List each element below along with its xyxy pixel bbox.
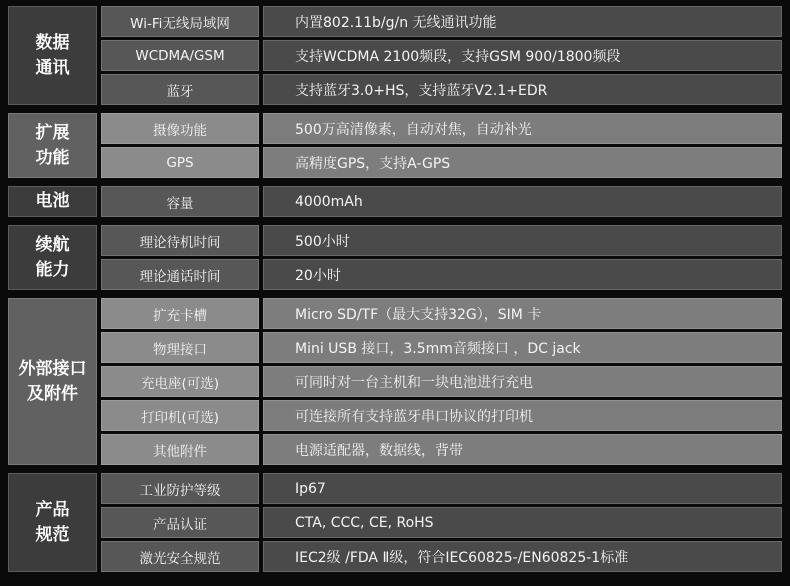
section-battery [8,186,782,217]
spec-label: 充电座(可选) [101,366,259,397]
spec-label: 理论待机时间 [101,225,259,256]
spec-value: 高精度GPS，支持A-GPS [263,147,782,178]
spec-value: CTA, CCC, CE, RoHS [263,507,782,538]
spec-value: IEC2级 /FDA Ⅱ级，符合IEC60825-/EN60825-1标准 [263,541,782,572]
spec-label: GPS [101,147,259,178]
spec-value: Ip67 [263,473,782,504]
spec-label: 激光安全规范 [101,541,259,572]
category-cell-expansion: 扩展 功能 [8,113,97,178]
section-expansion [8,113,782,178]
spec-value: 500万高清像素，自动对焦，自动补光 [263,113,782,144]
section-data-comm [8,6,782,105]
spec-value: 可连接所有支持蓝牙串口协议的打印机 [263,400,782,431]
spec-label: 摄像功能 [101,113,259,144]
category-cell-endurance: 续航 能力 [8,225,97,290]
spec-label: Wi-Fi无线局域网 [101,6,259,37]
category-cell-battery: 电池 [8,186,97,217]
spec-value: Mini USB 接口，3.5mm音频接口 ，DC jack [263,332,782,363]
spec-label: 物理接口 [101,332,259,363]
spec-value: 支持蓝牙3.0+HS，支持蓝牙V2.1+EDR [263,74,782,105]
spec-label: 理论通话时间 [101,259,259,290]
spec-label: 容量 [101,186,259,217]
spec-label: 扩充卡槽 [101,298,259,329]
spec-label: 打印机(可选) [101,400,259,431]
spec-label: 产品认证 [101,507,259,538]
category-cell-product-standards: 产品 规范 [8,473,97,572]
category-cell-ports-accessories: 外部接口 及附件 [8,298,97,465]
spec-value: 可同时对一台主机和一块电池进行充电 [263,366,782,397]
spec-value: 内置802.11b/g/n 无线通讯功能 [263,6,782,37]
section-endurance [8,225,782,290]
section-ports-accessories [8,298,782,465]
spec-value: 20小时 [263,259,782,290]
spec-value: Micro SD/TF（最大支持32G），SIM 卡 [263,298,782,329]
spec-label: WCDMA/GSM [101,40,259,71]
spec-value: 4000mAh [263,186,782,217]
spec-label: 其他附件 [101,434,259,465]
spec-label: 工业防护等级 [101,473,259,504]
spec-value: 支持WCDMA 2100频段，支持GSM 900/1800频段 [263,40,782,71]
spec-value: 500小时 [263,225,782,256]
section-product-standards [8,473,782,572]
category-cell-data-comm: 数据 通讯 [8,6,97,105]
spec-label: 蓝牙 [101,74,259,105]
spec-value: 电源适配器，数据线，背带 [263,434,782,465]
